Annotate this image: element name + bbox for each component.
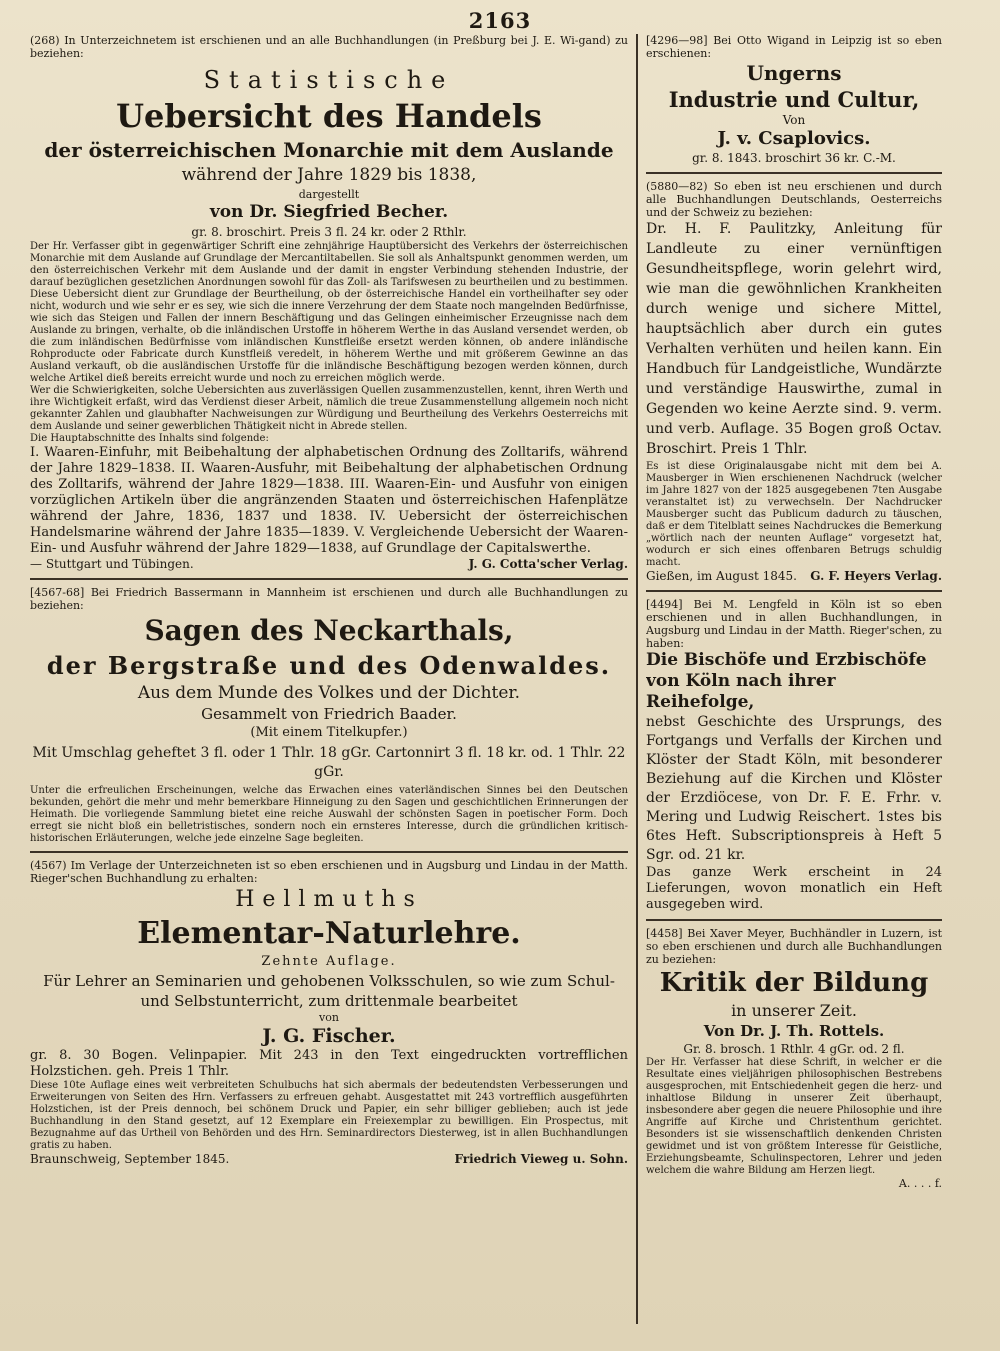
ad-subtitle: Für Lehrer an Seminarien und gehobenen Volksschulen, so wie zum Schul- und Selbstunterricht, zum drittenmale bearbeitet: [43, 972, 615, 1010]
ad-publisher: Friedrich Vieweg u. Sohn.: [454, 1152, 628, 1166]
section-divider: [30, 851, 628, 853]
left-column: [30, 34, 628, 1339]
ad-intro: [4458] Bei Xaver Meyer, Buchhändler in Luzern, ist so eben erschienen und durch alle Buchhandlungen zu beziehen:: [646, 927, 942, 966]
ad-place: Braunschweig, September 1845.: [30, 1152, 230, 1166]
ad-body: Der Hr. Verfasser hat diese Schrift, in welcher er die Resultate eines vieljährigen philosophischen Bestrebens ausgesprochen, mit Entschiedenheit gegen die herz- und inhaltlose Bildung in unserer Zeit überhaupt, insbesondere aber gegen die neuere Philosophie und ihre Angriffe auf Kirche und Christenthum gerichtet. Besonders ist sie wissenschaftlich denkenden Christen gewidmet und ist von größtem Interesse für Geistliche, Erziehungsbeamte, Schulinspectoren, Lehrer und jeden welchem die wahre Bildung am Herzen liegt.: [646, 1057, 942, 1176]
ad-note: Das ganze Werk erscheint in 24 Lieferungen, wovon monatlich ein Heft ausgegeben wird.: [646, 865, 942, 912]
ad-kritik-der-bildung: [646, 927, 942, 1191]
section-divider: [646, 590, 942, 592]
section-divider: [646, 172, 942, 174]
ad-price: Mit Umschlag geheftet 3 fl. oder 1 Thlr. 18 gGr. Cartonnirt 3 fl. 18 kr. od. 1 Thlr. 22 gGr.: [32, 745, 626, 780]
ad-author: Von Dr. J. Th. Rottels.: [703, 1022, 885, 1040]
ad-imprint: [30, 557, 628, 572]
page-number: 2163: [468, 8, 532, 33]
column-divider: [636, 34, 638, 1324]
ad-price: Gr. 8. brosch. 1 Rthlr. 4 gGr. od. 2 fl.: [683, 1042, 905, 1056]
ad-author: von Dr. Siegfried Becher.: [209, 202, 449, 222]
ad-main-title: Elementar-Naturlehre.: [137, 916, 521, 951]
section-divider: [646, 919, 942, 921]
ad-price: gr. 8. 30 Bogen. Velinpapier. Mit 243 in den Text eingedruckten vortrefflichen Holzstichen. geh. Preis 1 Thlr.: [30, 1048, 628, 1079]
ad-place: — Stuttgart und Tübingen.: [30, 557, 194, 571]
ad-intro: [4296—98] Bei Otto Wigand in Leipzig ist so eben erschienen:: [646, 34, 942, 60]
ad-body: nebst Geschichte des Ursprungs, des Fortgangs und Verfalls der Kirchen und Klöster der Stadt Köln, mit besonderer Beziehung auf die Kirchen und Klöster der Erzdiöcese, von Dr. F. E. Frhr. v. Mering und Ludwig Reischert. 1stes bis 6tes Heft. Subscriptionspreis à Heft 5 Sgr. od. 21 kr.: [646, 714, 942, 863]
ad-body: Diese 10te Auflage eines weit verbreiteten Schulbuchs hat sich abermals der bedeutendsten Verbesserungen und Erweiterungen von Seiten des Hrn. Verfassers zu erfreuen gehabt. Ausgestattet mit 243 vortrefflich ausgeführten Holzstichen, ist der Preis dennoch, bei schönem Druck und Papier, ein sehr billiger geblieben; auch ist jede Buchhandlung in den Stand gesetzt, auf 12 Exemplare ein Freiexemplar zu bewilligen. Ein Prospectus, mit Bezugnahme auf das Urtheil von Behörden und des Hrn. Seminardirectors Diesterweg, ist in allen Buchhandlungen gratis zu haben.: [30, 1080, 628, 1151]
ad-title-line: Aus dem Munde des Volkes und der Dichter.: [137, 683, 521, 703]
ad-body: Der Hr. Verfasser gibt in gegenwärtiger Schrift eine zehnjährige Hauptübersicht des Verkehrs der österreichischen Monarchie mit dem Auslande auf Grundlage der Mercantiltabellen. Sie soll als Anhaltspunkt genommen werden, um den österreichischen Verkehr mit dem Auslande und der damit in engster Verbindung stehenden Industrie, der darauf bezüglichen gesetzlichen Anordnungen sowohl für das Zoll- als Tarifswesen zu beurtheilen und zu bestimmen. Diese Uebersicht dient zur Grundlage der Beurtheilung, ob der österreichische Handel ein vortheilhafter sey oder nicht, wodurch und wie sehr er es sey, wie sich die innere Verzehrung der dem Staate noch mangelnden Bedürfnisse, wie sich das Steigen und Fallen der innern Beschäftigung und das Gelingen einheimischer Erzeugnisse nach dem Auslande zu bringen, verhalte, ob die inländischen Urstoffe in höherem Werthe in das Ausland versendet werden, ob die zum inländischen Bedürfnisse vom inländischen Kunstfleiße ersetzt werden können, ob andere inländische Rohproducte oder Fabricate durch Kunstfleiß veredelt, in höherem Werthe und mit größerem Gewinne an das Ausland verkauft, ob die ausländischen Urstoffe für die inländische Beschäftigung bezogen werden können, durch welche Artikel dieß bereits erreicht wurde und noch zu erreichen möglich werde.: [30, 241, 628, 384]
ad-intro: [4567-68] Bei Friedrich Bassermann in Mannheim ist erschienen und durch alle Buchhandlungen zu beziehen:: [30, 586, 628, 612]
ad-von: Von: [782, 113, 806, 127]
ad-title-line: Ungerns: [746, 61, 842, 85]
ad-imprint: [30, 1152, 628, 1167]
ad-title-note: (Mit einem Titelkupfer.): [250, 725, 408, 740]
ad-subtitle: in unserer Zeit.: [731, 1001, 857, 1020]
ad-intro: (4567) Im Verlage der Unterzeichneten ist so eben erschienen und in Augsburg und Lindau in der Matth. Rieger'schen Buchhandlung zu erhalten:: [30, 859, 628, 885]
ad-note: Es ist diese Originalausgabe nicht mit dem bei A. Mausberger in Wien erschienenen Nachdruck (welcher im Jahre 1827 von der 1825 ausgegebenen 7ten Ausgabe veranstaltet ist) zu verwechseln. Der Nachdrucker Mausberger sucht das Publicum dadurch zu täuschen, daß er dem Titelblatt seines Nachdruckes die Bemerkung „wörtlich nach der neunten Auflage“ vorgesetzt hat, wodurch er sich eines offenbaren Betrugs schuldig macht.: [646, 461, 942, 568]
ad-von: von: [319, 1011, 339, 1024]
ad-ungerns-industrie: [646, 34, 942, 166]
ad-intro: (5880—82) So eben ist neu erschienen und durch alle Buchhandlungen Deutschlands, Oesterreichs und der Schweiz zu beziehen:: [646, 180, 942, 219]
ad-author: J. v. Csaplovics.: [717, 128, 871, 149]
ad-subtitle: der Bergstraße und des Odenwaldes.: [46, 651, 612, 680]
ad-price: gr. 8. 1843. broschirt 36 kr. C.-M.: [692, 151, 896, 165]
ad-years: während der Jahre 1829 bis 1838,: [181, 165, 477, 185]
ad-title-line: Hellmuths: [235, 887, 423, 912]
ad-elementar-naturlehre: [30, 859, 628, 1167]
ad-main-title: Kritik der Bildung: [659, 968, 929, 998]
ad-paulitzky-gesundheitspflege: [646, 180, 942, 584]
ad-publisher: J. G. Cotta'scher Verlag.: [468, 557, 628, 571]
ad-contents-head: Die Hauptabschnitte des Inhalts sind folgende:: [30, 433, 269, 444]
ad-edition: Zehnte Auflage.: [261, 954, 397, 969]
ad-main-title: Uebersicht des Handels: [116, 97, 542, 135]
ad-author: Gesammelt von Friedrich Baader.: [201, 705, 457, 723]
ad-signature: A. . . . f.: [898, 1177, 942, 1190]
ad-main-title: Industrie und Cultur,: [668, 87, 920, 112]
ad-title-line: Statistische: [203, 66, 455, 94]
ad-subtitle: der österreichischen Monarchie mit dem Auslande: [44, 138, 614, 162]
ad-bischoefe-von-koeln: [646, 598, 942, 913]
ad-body: Wer die Schwierigkeiten, solche Uebersichten aus zuverlässigen Quellen zusammenzustellen, kennt, ihren Werth und ihre Wichtigkeit erfaßt, wird das Verdienst dieser Arbeit, nämlich die treue Zusammenstellung allgemein noch nicht gekannter Zahlen und glaubhafter Nachweisungen zur Würdigung und Beurtheilung des Verkehrs Oesterreichs mit dem Auslande und seiner gewerblichen Thätigkeit nicht in Abrede stellen.: [30, 385, 628, 432]
ad-intro: (268) In Unterzeichnetem ist erschienen und an alle Buchhandlungen (in Preßburg bei J. E. Wi-gand) zu beziehen:: [30, 34, 628, 60]
ad-author: J. G. Fischer.: [262, 1025, 396, 1047]
ad-dargestellt: dargestellt: [298, 188, 360, 201]
section-divider: [30, 578, 628, 580]
ad-body: Dr. H. F. Paulitzky, Anleitung für Landleute zu einer vernünftigen Gesundheitspflege, worin gelehrt wird, wie man die gewöhnlichen Krankheiten durch wenige und sichere Mittel, hauptsächlich aber durch ein gutes Verhalten verhüten und heilen kann. Ein Handbuch für Landgeistliche, Wundärzte und verständige Hauswirthe, zumal in Gegenden wo keine Aerzte sind. 9. verm. und verb. Auflage. 35 Bogen groß Octav. Broschirt. Preis 1 Thlr.: [646, 221, 942, 457]
ad-place: Gießen, im August 1845.: [646, 569, 797, 583]
ad-publisher: G. F. Heyers Verlag.: [810, 569, 942, 583]
ad-main-title: Sagen des Neckarthals,: [144, 614, 514, 647]
ad-imprint: [646, 569, 942, 584]
ad-price: gr. 8. broschirt. Preis 3 fl. 24 kr. oder 2 Rthlr.: [191, 225, 467, 239]
ad-statistische-uebersicht: [30, 34, 628, 572]
ad-intro: [4494] Bei M. Lengfeld in Köln ist so eben erschienen und in allen Buchhandlungen, in Augsburg und Lindau in der Matth. Rieger'schen, zu haben:: [646, 598, 942, 650]
ad-body: Unter die erfreulichen Erscheinungen, welche das Erwachen eines vaterländischen Sinnes bei den Deutschen bekunden, gehört die mehr und mehr bemerkbare Hinneigung zu den Sagen und geschichtlichen Erinnerungen der Heimath. Die vorliegende Sammlung bietet eine reiche Auswahl der schönsten Sagen in poetischer Form. Doch erregt sie nicht bloß ein belletristisches, sondern noch ein ernsteres Interesse, durch die gründlichen kritisch-historischen Erläuterungen, welche jede einzelne Sage begleiten.: [30, 785, 628, 844]
ad-main-title: Die Bischöfe und Erzbischöfe von Köln nach ihrer Reihefolge,: [646, 650, 927, 712]
ad-contents: I. Waaren-Einfuhr, mit Beibehaltung der alphabetischen Ordnung des Zolltarifs, während der Jahre 1829–1838. II. Waaren-Ausfuhr, mit Beibehaltung der alphabetischen Ordnung des Zolltarifs, während der Jahre 1829—1838. III. Waaren-Ein- und Ausfuhr von einigen vorzüglichen Artikeln über die angränzenden Staaten und österreichischen Hafenplätze während der Jahre, 1836, 1837 und 1838. IV. Uebersicht der österreichischen Handelsmarine während der Jahre 1835—1839. V. Vergleichende Uebersicht der Waaren-Ein- und Ausfuhr während der Jahre 1829—1838, auf Grundlage der Capitalswerthe.: [30, 445, 628, 556]
ad-sagen-des-neckarthals: [30, 586, 628, 845]
right-column: [646, 34, 942, 1339]
